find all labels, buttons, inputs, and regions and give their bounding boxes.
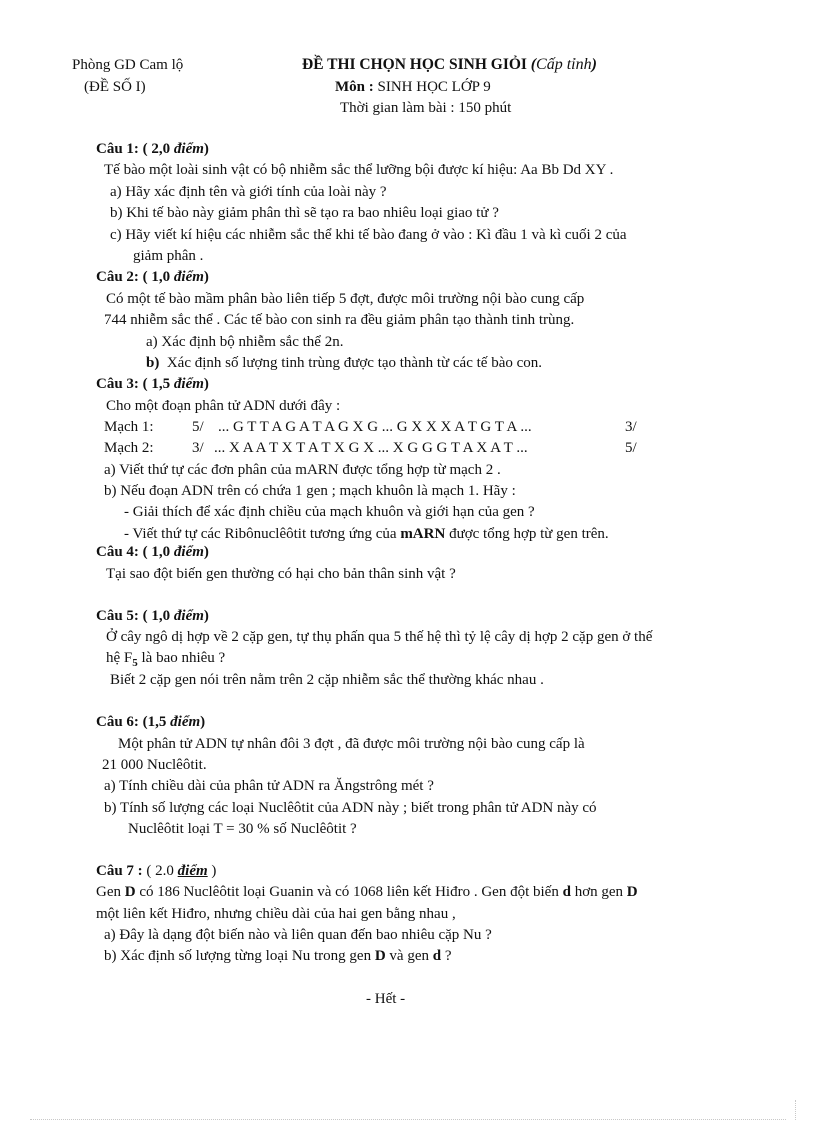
q1-c: c) Hãy viết kí hiệu các nhiễm sắc thể khi tế bào đang ở vào : Kì đầu 1 và kì cuối 2 của bbox=[110, 227, 627, 243]
q5-close: ) bbox=[203, 608, 209, 624]
q4-points: ( 1,0 bbox=[142, 544, 171, 560]
q5-line2 bbox=[106, 650, 225, 669]
q1-label: Câu 1: bbox=[96, 141, 139, 157]
q3-b2-pre: - Viết thứ tự các Ribônuclêôtit tương ứng của bbox=[124, 526, 397, 542]
q4-diem: điểm bbox=[173, 544, 204, 560]
q5-line1: Ở cây ngô dị hợp về 2 cặp gen, tự thụ phấn qua 5 thế hệ thì tỷ lệ cây dị hợp 2 cặp gen ở thế bbox=[106, 629, 653, 645]
q7-b-mid: và gen bbox=[389, 948, 429, 964]
q7-line1-a: Gen bbox=[96, 884, 121, 900]
q7-line1 bbox=[96, 884, 638, 901]
q4-line1: Tại sao đột biến gen thường có hại cho bản thân sinh vật ? bbox=[106, 566, 456, 582]
q3-b2 bbox=[124, 526, 609, 543]
q2-heading bbox=[96, 269, 209, 286]
q3-intro: Cho một đoạn phân tử ADN dưới đây : bbox=[106, 398, 341, 414]
q2-a: a) Xác định bộ nhiễm sắc thể 2n. bbox=[146, 334, 344, 350]
q5-line2-sub: 5 bbox=[132, 657, 138, 669]
end-mark: - Hết - bbox=[366, 991, 406, 1007]
exam-number: (ĐỀ SỐ I) bbox=[84, 79, 146, 95]
q2-points: ( 1,0 bbox=[142, 269, 171, 285]
q7-points: ( 2.0 bbox=[146, 863, 174, 879]
q1-heading bbox=[96, 141, 209, 158]
q6-points: (1,5 bbox=[142, 714, 167, 730]
q7-close: ) bbox=[211, 863, 217, 879]
q7-b-gene-D: D bbox=[374, 948, 386, 964]
q2-close: ) bbox=[203, 269, 209, 285]
q6-b: b) Tính số lượng các loại Nuclêôtit của ADN này ; biết trong phân tử ADN này có bbox=[104, 800, 597, 816]
q7-heading bbox=[96, 863, 216, 880]
q4-heading bbox=[96, 544, 209, 561]
q1-c-cont: giảm phân . bbox=[133, 248, 204, 264]
q6-a: a) Tính chiều dài của phân tử ADN ra Ăngstrông mét ? bbox=[104, 778, 434, 794]
exam-title bbox=[302, 56, 597, 74]
q3-strand2-end: 5/ bbox=[625, 440, 637, 456]
q3-close: ) bbox=[203, 376, 209, 392]
q3-strand2-start: 3/ bbox=[192, 440, 204, 456]
exam-title-paren-open: ( bbox=[530, 56, 537, 73]
subject-label: Môn : bbox=[335, 79, 374, 95]
q5-heading bbox=[96, 608, 209, 625]
exam-time: Thời gian làm bài : 150 phút bbox=[340, 100, 512, 116]
q7-b bbox=[104, 948, 452, 965]
q3-strand1-end: 3/ bbox=[625, 419, 637, 435]
q6-diem: điểm bbox=[170, 714, 201, 730]
q7-b-gene-d: d bbox=[432, 948, 442, 964]
q2-b-label: b) bbox=[146, 355, 160, 371]
page-corner-mark bbox=[795, 1100, 797, 1120]
q7-b-pre: b) Xác định số lượng từng loại Nu trong gen bbox=[104, 948, 372, 964]
subject-line bbox=[335, 79, 491, 96]
q5-points: ( 1,0 bbox=[142, 608, 171, 624]
q3-strand1-label: Mạch 1: bbox=[104, 419, 154, 435]
q7-line1-b: có 186 Nuclêôtit loại Guanin và có 1068 liên kết Hiđro . Gen đột biến bbox=[139, 884, 559, 900]
q3-heading bbox=[96, 376, 209, 393]
exam-title-main: ĐỀ THI CHỌN HỌC SINH GIỎI bbox=[302, 56, 527, 73]
subject-value: SINH HỌC LỚP 9 bbox=[377, 79, 491, 95]
q7-a: a) Đây là dạng đột biến nào và liên quan đến bao nhiêu cặp Nu ? bbox=[104, 927, 492, 943]
q5-line2-post: là bao nhiêu ? bbox=[141, 650, 226, 666]
q3-strand2-label: Mạch 2: bbox=[104, 440, 154, 456]
exam-title-paren-close: ) bbox=[591, 56, 597, 73]
q2-b-text: Xác định số lượng tinh trùng được tạo thành từ các tế bào con. bbox=[166, 355, 543, 371]
q1-diem: điểm bbox=[173, 141, 204, 157]
q2-line1: Có một tế bào mầm phân bào liên tiếp 5 đợt, được môi trường nội bào cung cấp bbox=[106, 291, 585, 307]
q3-b2-post: được tổng hợp từ gen trên. bbox=[449, 526, 609, 542]
q3-strand1-seq: ... G T T A G A T A G X G ... G X X X A T G T A ... bbox=[218, 419, 532, 435]
q2-b bbox=[146, 355, 542, 372]
q7-label: Câu 7 : bbox=[96, 863, 143, 879]
q3-b: b) Nếu đoạn ADN trên có chứa 1 gen ; mạch khuôn là mạch 1. Hãy : bbox=[104, 483, 516, 499]
q1-b: b) Khi tế bào này giảm phân thì sẽ tạo ra bao nhiêu loại giao tử ? bbox=[110, 205, 499, 221]
q6-close: ) bbox=[200, 714, 206, 730]
q5-label: Câu 5: bbox=[96, 608, 139, 624]
q1-a: a) Hãy xác định tên và giới tính của loài này ? bbox=[110, 184, 387, 200]
q7-b-post: ? bbox=[444, 948, 452, 964]
q2-diem: điểm bbox=[173, 269, 204, 285]
q4-label: Câu 4: bbox=[96, 544, 139, 560]
q3-diem: điểm bbox=[173, 376, 204, 392]
q6-label: Câu 6: bbox=[96, 714, 139, 730]
q7-gene-D: D bbox=[124, 884, 136, 900]
q1-close: ) bbox=[203, 141, 209, 157]
q3-a: a) Viết thứ tự các đơn phân của mARN được tổng hợp từ mạch 2 . bbox=[104, 462, 501, 478]
q6-heading bbox=[96, 714, 205, 731]
q3-b2-mrna: mARN bbox=[400, 526, 446, 542]
school-name: Phòng GD Cam lộ bbox=[72, 57, 184, 73]
q7-diem: điểm bbox=[177, 863, 208, 879]
q3-b1: - Giải thích để xác định chiều của mạch khuôn và giới hạn của gen ? bbox=[124, 504, 535, 520]
q7-line2: một liên kết Hiđro, nhưng chiều dài của hai gen bằng nhau , bbox=[96, 906, 456, 922]
q2-line2: 744 nhiễm sắc thể . Các tế bào con sinh ra đều giảm phân tạo thành tinh trùng. bbox=[104, 312, 575, 328]
q7-gene-d: d bbox=[562, 884, 571, 900]
q3-label: Câu 3: bbox=[96, 376, 139, 392]
page-bottom-divider bbox=[30, 1119, 786, 1120]
q7-gene-D2: D bbox=[626, 884, 638, 900]
q6-line1: Một phân tử ADN tự nhân đôi 3 đợt , đã được môi trường nội bào cung cấp là bbox=[118, 736, 585, 752]
q3-strand2-seq: ... X A A T X T A T X G X ... X G G G T A X A T ... bbox=[214, 440, 528, 456]
q3-strand1-start: 5/ bbox=[192, 419, 204, 435]
q6-line2: 21 000 Nuclêôtit. bbox=[102, 757, 207, 773]
q4-close: ) bbox=[203, 544, 209, 560]
q1-points: ( 2,0 bbox=[142, 141, 171, 157]
q3-points: ( 1,5 bbox=[142, 376, 171, 392]
exam-level: Cấp tỉnh bbox=[536, 56, 592, 73]
q5-line2-pre: hệ F bbox=[106, 650, 133, 666]
q6-b-cont: Nuclêôtit loại T = 30 % số Nuclêôtit ? bbox=[128, 821, 357, 837]
q5-line3: Biết 2 cặp gen nói trên nằm trên 2 cặp nhiễm sắc thể thường khác nhau . bbox=[110, 672, 544, 688]
q7-line1-c: hơn gen bbox=[574, 884, 624, 900]
q2-label: Câu 2: bbox=[96, 269, 139, 285]
q5-diem: điểm bbox=[173, 608, 204, 624]
q1-intro: Tế bào một loài sinh vật có bộ nhiễm sắc thể lưỡng bội được kí hiệu: Aa Bb Dd XY . bbox=[104, 162, 614, 178]
